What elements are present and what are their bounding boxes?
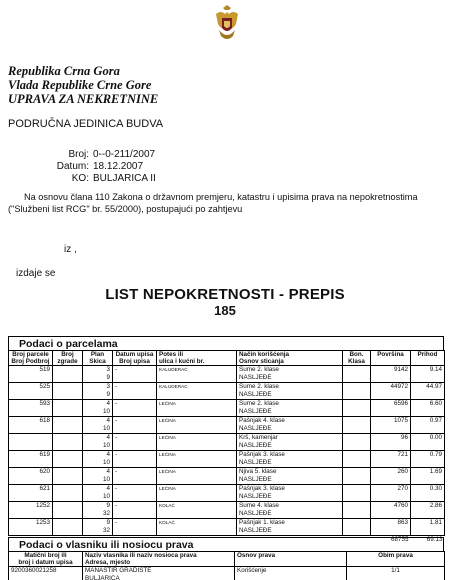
parcel-plan-skica [83, 451, 113, 468]
col-maticni-broj: Matični broj ili broj i datum upisa [9, 552, 83, 567]
parcel-skica: 10 [102, 425, 110, 432]
parcel-prihod: 6.60 [411, 400, 445, 417]
parcel-nacin-koriscenja: Šume 2. klase [239, 383, 279, 390]
parcel-povrsina: 4760 [371, 502, 411, 519]
col-nacin-koriscenja: Način korišćenja Osnov sticanja [237, 351, 343, 366]
parcel-klasa [343, 434, 371, 451]
parcel-povrsina: 44972 [371, 383, 411, 400]
col-broj-parcele: Broj parcele Broj Podbroj [9, 351, 53, 366]
parcel-nacin-koriscenja: Njiva 5. klase [239, 468, 277, 475]
owner-adresa: BULJARICA [85, 575, 120, 580]
parcel-osnov-sticanja: NASLJEĐE [239, 391, 272, 398]
parcel-nacin [237, 417, 343, 434]
parcel-plan-skica [83, 400, 113, 417]
issued-label: izdaje se [16, 268, 56, 279]
parcel-skica: 10 [102, 476, 110, 483]
request-origin: iz , [64, 244, 77, 255]
owners-table [8, 551, 445, 580]
parcel-povrsina: 6596 [371, 400, 411, 417]
parcel-row [9, 366, 445, 383]
parcel-upis: - [113, 468, 157, 485]
parcel-zgrada [53, 519, 83, 536]
parcel-upis: - [113, 519, 157, 536]
parcel-prihod: 0.00 [411, 434, 445, 451]
col-potes: Potes ili ulica i kućni br. [157, 351, 237, 366]
document-number: 185 [214, 303, 236, 318]
parcel-klasa [343, 519, 371, 536]
parcel-prihod: 2.86 [411, 502, 445, 519]
parcel-potes: KALUDERAC [157, 383, 237, 400]
datum-value: 18.12.2007 [93, 161, 144, 172]
parcel-broj: 620 [9, 468, 53, 485]
parcel-nacin [237, 400, 343, 417]
parcel-prihod: 44.97 [411, 383, 445, 400]
parcels-header-row [9, 351, 445, 366]
parcel-nacin [237, 468, 343, 485]
parcel-broj: 1253 [9, 519, 53, 536]
parcels-section-title: Podaci o parcelama [8, 336, 444, 350]
parcel-upis: - [113, 502, 157, 519]
col-povrsina: Površina [371, 351, 411, 366]
parcel-osnov-sticanja: NASLJEĐE [239, 493, 272, 500]
broj-label-cell [0, 149, 89, 160]
parcel-zgrada [53, 451, 83, 468]
parcel-osnov-sticanja: NASLJEĐE [239, 425, 272, 432]
parcel-potes: LEĆINA [157, 485, 237, 502]
parcel-osnov-sticanja: NASLJEĐE [239, 510, 272, 517]
parcel-upis: - [113, 417, 157, 434]
parcel-klasa [343, 451, 371, 468]
owners-header-row [9, 552, 445, 567]
parcel-plan-skica [83, 468, 113, 485]
parcel-potes: KALUDERAC [157, 366, 237, 383]
total-prihod: 69.13 [426, 536, 443, 543]
parcel-broj: 618 [9, 417, 53, 434]
col-bon-klasa: Bon. Klasa [343, 351, 371, 366]
parcel-plan-skica [83, 383, 113, 400]
government-name: Vlada Republike Crne Gore [8, 78, 152, 92]
parcel-potes: LEĆINA [157, 434, 237, 451]
parcel-upis: - [113, 383, 157, 400]
parcel-prihod: 0.97 [411, 417, 445, 434]
parcel-row [9, 502, 445, 519]
parcel-upis: - [113, 451, 157, 468]
parcel-prihod: 1.69 [411, 468, 445, 485]
parcel-plan: 3 [106, 383, 110, 390]
parcel-zgrada [53, 383, 83, 400]
parcel-zgrada [53, 485, 83, 502]
owners-section-title: Podaci o vlasniku ili nosiocu prava [8, 537, 444, 551]
parcel-upis: - [113, 400, 157, 417]
col-obim-prava: Obim prava [347, 552, 445, 567]
ko-label: KO: [71, 173, 89, 184]
broj-value: 0--0-211/2007 [93, 149, 156, 160]
parcel-plan: 4 [106, 434, 110, 441]
parcel-plan: 4 [106, 485, 110, 492]
parcel-nacin [237, 451, 343, 468]
parcel-plan: 4 [106, 400, 110, 407]
parcel-klasa [343, 485, 371, 502]
parcel-nacin-koriscenja: Šume 4. klase [239, 502, 279, 509]
parcel-plan: 4 [106, 468, 110, 475]
parcel-nacin-koriscenja: Pašnjak 1. klase [239, 519, 285, 526]
owner-naziv: MANASTIR GRADIŠTE [85, 567, 152, 574]
parcel-klasa [343, 417, 371, 434]
coat-of-arms-emblem [213, 4, 241, 44]
parcel-prihod: 9.14 [411, 366, 445, 383]
parcel-klasa [343, 400, 371, 417]
parcel-potes: LEĆINA [157, 468, 237, 485]
parcel-klasa [343, 502, 371, 519]
parcel-nacin-koriscenja: Pašnjak 3. klase [239, 451, 285, 458]
parcel-prihod: 0.30 [411, 485, 445, 502]
parcel-nacin [237, 366, 343, 383]
parcel-povrsina: 1075 [371, 417, 411, 434]
parcel-broj: 621 [9, 485, 53, 502]
parcel-row [9, 468, 445, 485]
parcel-osnov-sticanja: NASLJEĐE [239, 476, 272, 483]
col-prihod: Prihod [411, 351, 445, 366]
parcel-zgrada [53, 468, 83, 485]
parcel-plan-skica [83, 519, 113, 536]
parcel-klasa [343, 383, 371, 400]
parcel-plan-skica [83, 502, 113, 519]
total-povrsina: 68755 [390, 536, 409, 543]
parcel-nacin [237, 502, 343, 519]
parcel-upis: - [113, 366, 157, 383]
datum-label: Datum: [56, 161, 89, 172]
parcel-povrsina: 863 [371, 519, 411, 536]
parcel-row [9, 485, 445, 502]
parcel-osnov-sticanja: NASLJEĐE [239, 459, 272, 466]
parcel-prihod: 1.81 [411, 519, 445, 536]
parcel-nacin [237, 434, 343, 451]
parcel-broj: 619 [9, 451, 53, 468]
parcel-skica: 9 [106, 391, 110, 398]
parcel-plan: 9 [106, 502, 110, 509]
parcel-plan: 4 [106, 451, 110, 458]
parcel-povrsina: 270 [371, 485, 411, 502]
parcel-potes: LEĆINA [157, 451, 237, 468]
parcel-row [9, 519, 445, 536]
parcel-nacin-koriscenja: Šume 2. klase [239, 400, 279, 407]
parcel-plan-skica [83, 434, 113, 451]
parcel-broj: 519 [9, 366, 53, 383]
parcel-nacin-koriscenja: Pašnjak 3. klase [239, 485, 285, 492]
parcel-prihod: 0.79 [411, 451, 445, 468]
parcel-skica: 10 [102, 459, 110, 466]
document-title: LIST NEPOKRETNOSTI - PREPIS [105, 286, 345, 303]
parcel-plan: 4 [106, 417, 110, 424]
parcel-nacin-koriscenja: Pašnjak 4. klase [239, 417, 285, 424]
parcel-osnov-sticanja: NASLJEĐE [239, 527, 272, 534]
regional-unit: PODRUČNA JEDINICA BUDVA [8, 118, 164, 130]
parcel-potes: KOLAĆ [157, 519, 237, 536]
parcel-skica: 32 [102, 527, 110, 534]
parcels-table [8, 350, 445, 546]
parcel-row [9, 451, 445, 468]
parcel-row [9, 417, 445, 434]
parcel-povrsina: 96 [371, 434, 411, 451]
owner-maticni-broj: 9200360021258 [9, 567, 83, 580]
owner-obim: 1/1 [347, 567, 445, 580]
parcel-skica: 10 [102, 493, 110, 500]
parcel-potes: LEĆINA [157, 417, 237, 434]
owner-osnov: Korišćenje [235, 567, 347, 580]
col-osnov-prava: Osnov prava [235, 552, 347, 567]
administration-name: UPRAVA ZA NEKRETNINE [8, 92, 159, 106]
parcel-zgrada [53, 366, 83, 383]
parcel-zgrada [53, 400, 83, 417]
parcel-broj: 593 [9, 400, 53, 417]
owner-naziv-cell [83, 567, 235, 580]
datum-label-cell [0, 161, 89, 172]
parcel-broj [9, 434, 53, 451]
parcel-potes: KOLAĆ [157, 502, 237, 519]
broj-label: Broj: [68, 149, 89, 160]
ko-label-cell [0, 173, 89, 184]
parcel-upis: - [113, 485, 157, 502]
parcel-zgrada [53, 417, 83, 434]
parcel-skica: 9 [106, 374, 110, 381]
parcel-broj: 1252 [9, 502, 53, 519]
parcel-nacin [237, 519, 343, 536]
col-broj-zgrade: Broj zgrade [53, 351, 83, 366]
parcel-osnov-sticanja: NASLJEĐE [239, 408, 272, 415]
parcel-zgrada [53, 434, 83, 451]
parcel-row [9, 434, 445, 451]
parcel-nacin [237, 485, 343, 502]
col-plan-skica: Plan Skica [83, 351, 113, 366]
parcel-osnov-sticanja: NASLJEĐE [239, 374, 272, 381]
country-name: Republika Crna Gora [8, 64, 120, 78]
parcel-skica: 10 [102, 442, 110, 449]
parcel-row [9, 383, 445, 400]
parcel-osnov-sticanja: NASLJEĐE [239, 442, 272, 449]
parcel-skica: 10 [102, 408, 110, 415]
parcel-plan-skica [83, 485, 113, 502]
parcel-nacin-koriscenja: Krš, kamenjar [239, 434, 278, 441]
parcel-povrsina: 260 [371, 468, 411, 485]
owner-row [9, 567, 445, 580]
legal-basis-paragraph: Na osnovu člana 110 Zakona o državnom premjeru, katastru i upisima prava na nepokretnostima ("Službeni list RCG" br. 55/2000), postupajući po zahtjevu [8, 192, 418, 214]
parcel-potes: LEĆINA [157, 400, 237, 417]
parcel-zgrada [53, 502, 83, 519]
parcel-row [9, 400, 445, 417]
parcel-povrsina: 9142 [371, 366, 411, 383]
parcel-plan-skica [83, 366, 113, 383]
parcel-klasa [343, 366, 371, 383]
parcel-skica: 32 [102, 510, 110, 517]
col-naziv-vlasnika: Naziv vlasnika ili naziv nosioca prava Adresa, mjesto [83, 552, 235, 567]
parcel-plan: 9 [106, 519, 110, 526]
col-datum-upisa: Datum upisa Broj upisa [113, 351, 157, 366]
parcel-broj: 525 [9, 383, 53, 400]
ko-value: BULJARICA II [93, 173, 156, 184]
parcel-plan-skica [83, 417, 113, 434]
parcel-plan: 3 [106, 366, 110, 373]
parcel-povrsina: 721 [371, 451, 411, 468]
parcel-klasa [343, 468, 371, 485]
parcel-nacin-koriscenja: Šume 2. klase [239, 366, 279, 373]
parcel-upis: - [113, 434, 157, 451]
parcel-nacin [237, 383, 343, 400]
